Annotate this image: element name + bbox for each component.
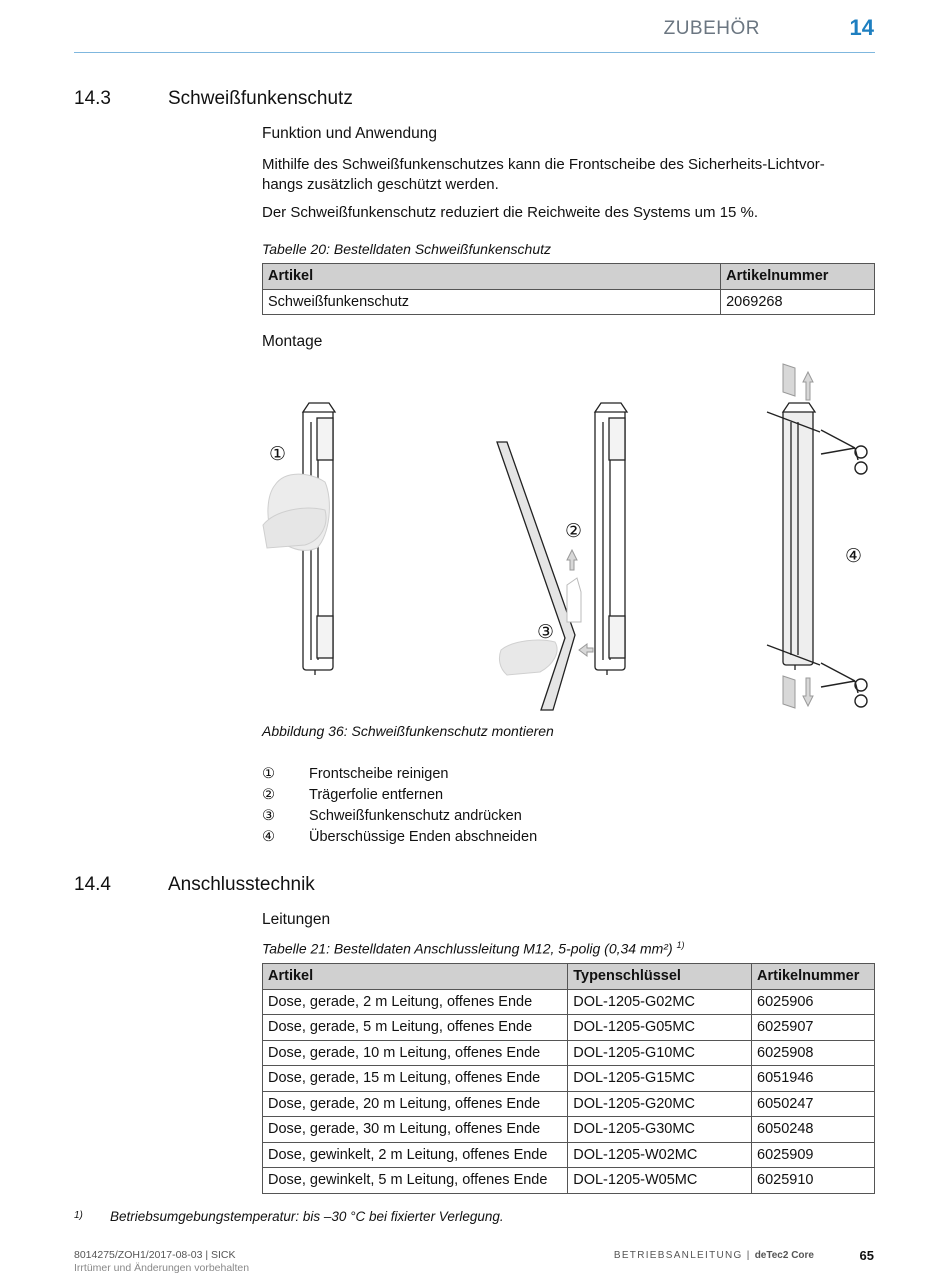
table-row [263,1040,875,1066]
figure-marker-1: ① [269,443,287,465]
table-header-row [263,964,875,990]
table-cell: DOL-1205-G05MC [568,1015,752,1041]
running-header-chapter-number: 14 [849,15,874,40]
table-row [263,1015,875,1041]
table-cell: Dose, gewinkelt, 5 m Leitung, offenes Ende [263,1168,568,1194]
press-hand [499,640,557,675]
table-cell: DOL-1205-G02MC [568,989,752,1015]
section-number-14-4: 14.4 [74,874,111,895]
section-title-14-3: Schweißfunkenschutz [168,88,353,109]
cleaning-cloth [263,474,329,550]
table-cell: DOL-1205-G10MC [568,1040,752,1066]
table-row [263,1091,875,1117]
footer-product-name: deTec2 Core [754,1250,814,1261]
step-text: Trägerfolie entfernen [309,787,444,803]
step-number: ① [262,766,275,782]
paragraph-function-line1: Mithilfe des Schweißfunkenschutzes kann die Frontscheibe des Sicherheits-Lichtvor- [262,156,825,173]
footer-document-id: 8014275/ZOH1/2017-08-03 | SICK [74,1249,236,1261]
footer-document-type [614,1250,814,1261]
table-cell: 6025908 [752,1040,875,1066]
mounting-illustration [255,360,880,720]
table-cell: Dose, gerade, 15 m Leitung, offenes Ende [263,1066,568,1092]
footer-doc-type-label: BETRIEBSANLEITUNG | [613,1250,751,1261]
page-number: 65 [859,1248,874,1263]
table-cell: 6025909 [752,1142,875,1168]
table-21-caption [262,940,685,957]
table-row [263,1168,875,1194]
scissors-icon [821,430,867,474]
table-cell: DOL-1205-G15MC [568,1066,752,1092]
table-row [263,1066,875,1092]
step-text: Schweißfunkenschutz andrücken [309,808,522,824]
step-text: Überschüssige Enden abschneiden [309,829,538,845]
table-cell: DOL-1205-G20MC [568,1091,752,1117]
table-row [263,1117,875,1143]
table-cell: 6050247 [752,1091,875,1117]
table-cell: Dose, gerade, 30 m Leitung, offenes Ende [263,1117,568,1143]
table-cell: Dose, gerade, 2 m Leitung, offenes Ende [263,989,568,1015]
table-cell: Dose, gerade, 10 m Leitung, offenes Ende [263,1040,568,1066]
figure-marker-4: ④ [845,545,863,567]
table-cell: 2069268 [721,289,875,315]
table-row [263,1142,875,1168]
footer-disclaimer: Irrtümer und Änderungen vorbehalten [74,1262,250,1274]
subheading-cables: Leitungen [262,911,331,928]
table-header-cell: Artikel [263,964,568,990]
paragraph-range: Der Schweißfunkenschutz reduziert die Reichweite des Systems um 15 %. [262,204,759,221]
step-number: ② [262,787,275,803]
table-row [263,989,875,1015]
table-cell: 6051946 [752,1066,875,1092]
table-cell: DOL-1205-W02MC [568,1142,752,1168]
footnote-text: Betriebsumgebungstemperatur: bis –30 °C bei fixierter Verlegung. [110,1209,504,1224]
figure-36-caption: Abbildung 36: Schweißfunkenschutz montieren [262,723,554,739]
table-header-cell: Artikelnummer [752,964,875,990]
light-curtain-step2 [595,403,627,675]
table-cell: DOL-1205-W05MC [568,1168,752,1194]
table-cell: Dose, gerade, 5 m Leitung, offenes Ende [263,1015,568,1041]
light-curtain-step4 [767,403,820,670]
footnote-mark: 1) [74,1210,83,1221]
table-row [263,289,875,315]
subheading-mounting: Montage [262,333,323,350]
table-21 [262,963,875,1194]
subheading-function: Funktion und Anwendung [262,125,437,142]
table-cell: Dose, gewinkelt, 2 m Leitung, offenes Ende [263,1142,568,1168]
footnote-reference: 1) [676,940,685,950]
table-cell: 6025906 [752,989,875,1015]
section-number-14-3: 14.3 [74,88,111,109]
figure-marker-3: ③ [537,621,555,643]
table-header-cell: Typenschlüssel [568,964,752,990]
table-cell: Schweißfunkenschutz [263,289,721,315]
table-header-cell: Artikel [263,264,721,290]
table-20 [262,263,875,315]
table-cell: 6025907 [752,1015,875,1041]
paragraph-function-line2: hangs zusätzlich geschützt werden. [262,176,499,193]
table-cell: 6025910 [752,1168,875,1194]
header-divider [74,52,875,53]
table-cell: Dose, gerade, 20 m Leitung, offenes Ende [263,1091,568,1117]
table-cell: DOL-1205-G30MC [568,1117,752,1143]
table-header-cell: Artikelnummer [721,264,875,290]
running-header-chapter: ZUBEHÖR [663,18,760,39]
table-20-caption: Tabelle 20: Bestelldaten Schweißfunkenschutz [262,241,551,257]
table-21-caption-text: Tabelle 21: Bestelldaten Anschlussleitung M12, 5-polig (0,34 mm²) [262,940,673,957]
section-title-14-4: Anschlusstechnik [168,874,315,895]
scissors-icon [821,663,867,707]
step-text: Frontscheibe reinigen [309,766,449,782]
table-header-row [263,264,875,290]
step-number: ④ [262,829,275,845]
table-cell: 6050248 [752,1117,875,1143]
step-number: ③ [262,808,275,824]
figure-marker-2: ② [565,520,583,542]
